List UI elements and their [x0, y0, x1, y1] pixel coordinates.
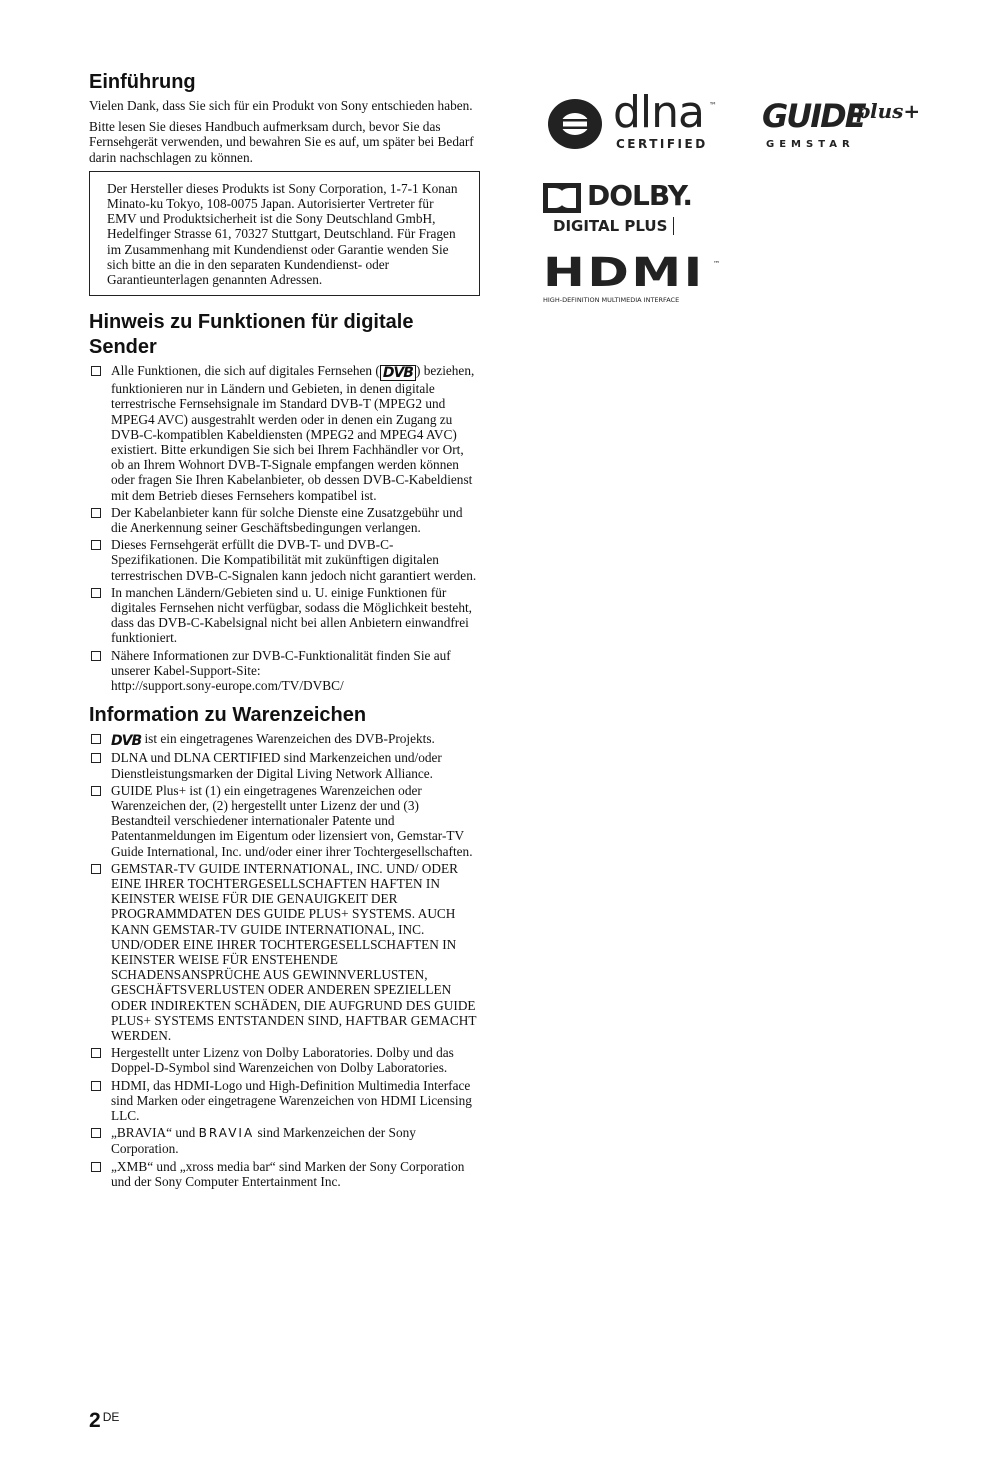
page-number: 2: [89, 1409, 101, 1432]
hdmi-logo: [543, 250, 723, 307]
list-item: Hergestellt unter Lizenz von Dolby Laboratories. Dolby und das Doppel-D-Symbol sind Warenzeichen von Dolby Laboratories.: [89, 1045, 480, 1075]
manufacturer-notice-box: Der Hersteller dieses Produkts ist Sony Corporation, 1-7-1 Konan Minato-ku Tokyo, 108-0075 Japan. Autorisierter Vertreter für EMV und Produktsicherheit ist die Sony Deutschland GmbH, Hedelfinger Strasse 61, 70327 Stuttgart, Deutschland. Für Fragen im Zusammenhang mit Kundendienst oder Garantie wenden Sie sich bitte an die in den separaten Kundendienst- oder Garantieunterlagen genannten Adressen.: [89, 171, 480, 296]
list-item-text: ) beziehen, funktionieren nur in Ländern und Gebieten, in denen digitale terrestrische Fernsehsignale im Standard DVB-T (MPEG2 und MPEG4 AVC) ausgestrahlt werden oder in denen ein Zugang zu DVB-C-kompatiblen Kabeldiensten (MPEG2 and MPEG4 AVC) existiert. Bitte erkundigen Sie sich bei Ihrem Fachhändler vor Ort, ob an Ihrem Wohnort DVB-T-Signale empfangen werden können oder fragen Sie Ihren Kabelanbieter, ob dessen DVB-C-Kabeldienst mit dem Betrieb dieses Fernsehers kompatibel ist.: [111, 363, 475, 503]
trademarks-heading: Information zu Warenzeichen: [89, 704, 367, 727]
list-item: Der Kabelanbieter kann für solche Dienste eine Zusatzgebühr und die Anerkennung seiner Geschäftsbedingungen verlangen.: [89, 505, 480, 535]
list-item-text: ist ein eingetragenes Warenzeichen des DVB-Projekts.: [141, 731, 435, 747]
intro-paragraph-1: Vielen Dank, dass Sie sich für ein Produkt von Sony entschieden haben.: [89, 98, 473, 113]
dlna-tm: ™: [709, 101, 717, 110]
list-item-text: Nähere Informationen zur DVB-C-Funktionalität finden Sie auf unserer Kabel-Support-Site:: [111, 647, 451, 678]
list-item: GUIDE Plus+ ist (1) ein eingetragenes Warenzeichen oder Warenzeichen der, (2) hergestellt unter Lizenz der und (3) Bestandteil verschiedener internationaler Patente und Patentanmeldungen im Eigentum oder lizensiert von, Gemstar-TV Guide International, Inc. und/oder einer ihrer Tochtergesellschaften.: [89, 783, 480, 859]
guide-plus-script: plus+: [856, 99, 921, 123]
dolby-logo: [543, 181, 693, 241]
dlna-logo: [541, 87, 721, 155]
list-item: „XMB“ und „xross media bar“ sind Marken der Sony Corporation und der Sony Computer Entertainment Inc.: [89, 1159, 480, 1189]
language-code: DE: [102, 1410, 120, 1424]
support-url: http://support.sony-europe.com/TV/DVBC/: [111, 678, 344, 694]
list-item: HDMI, das HDMI-Logo und High-Definition Multimedia Interface sind Marken oder eingetragene Warenzeichen von HDMI Licensing LLC.: [89, 1078, 480, 1124]
dolby-wordmark: DOLBY.: [587, 179, 692, 212]
bravia-logo-icon: BRAVIA: [198, 1126, 255, 1141]
digital-list: [89, 363, 480, 693]
intro-heading: Einführung: [89, 71, 196, 93]
dlna-wordmark: dlna: [613, 87, 705, 138]
page-footer: [89, 1409, 119, 1433]
gemstar-label: GEMSTAR: [766, 139, 855, 150]
trademarks-section: [89, 703, 480, 1189]
intro-paragraph-2: Bitte lesen Sie dieses Handbuch aufmerksam durch, bevor Sie das Fernsehgerät verwenden, und bewahren Sie es auf, um später bei Bedarf darin nachschlagen zu können.: [89, 119, 474, 165]
list-item: [89, 363, 480, 503]
guide-wordmark: GUIDE: [762, 97, 865, 135]
double-d-icon: [543, 183, 581, 213]
hdmi-tm: ™: [713, 260, 720, 268]
list-item: [89, 648, 480, 694]
intro-section: [89, 70, 480, 296]
digital-section: [89, 310, 480, 693]
list-item-text: „BRAVIA“ und: [111, 1125, 199, 1141]
list-item: In manchen Ländern/Gebieten sind u. U. einige Funktionen für digitales Fernsehen nicht verfügbar, sodass die Möglichkeit besteht, dass das DVB-C-Kabelsignal nicht bei allen Anbietern einwandfrei funktioniert.: [89, 585, 480, 646]
hdmi-wordmark: HDMI: [543, 250, 705, 296]
list-item: [89, 731, 480, 748]
dolby-digital-plus: DIGITAL PLUS: [553, 217, 674, 235]
list-item: [89, 1125, 480, 1156]
list-item: DLNA und DLNA CERTIFIED sind Markenzeichen und/oder Dienstleistungsmarken der Digital Living Network Alliance.: [89, 750, 480, 780]
dvb-logo-icon: DVB: [380, 365, 416, 381]
guide-plus-logo: [762, 97, 921, 157]
list-item: Dieses Fernsehgerät erfüllt die DVB-T- und DVB-C-Spezifikationen. Die Kompatibilität mit zukünftigen digitalen terrestrischen DVB-C-Signalen kann jedoch nicht garantiert werden.: [89, 537, 480, 583]
digital-heading: Hinweis zu Funktionen für digitale Sender: [89, 311, 414, 359]
list-item-text: sind Markenzeichen der Sony Corporation.: [111, 1125, 416, 1157]
hdmi-subtitle: HIGH-DEFINITION MULTIMEDIA INTERFACE: [543, 296, 680, 304]
dvb-logo-icon: DVB: [111, 733, 142, 750]
main-column: [89, 70, 480, 1199]
dlna-certified: CERTIFIED: [616, 137, 708, 151]
list-item-text: Alle Funktionen, die sich auf digitales Fernsehen (: [111, 363, 380, 379]
list-item: GEMSTAR-TV GUIDE INTERNATIONAL, INC. UND/ ODER EINE IHRER TOCHTERGESELLSCHAFTEN HAFTEN IN KEINSTER WEISE FÜR DIE GENAUIGKEIT DER PROGRAMMDATEN DES GUIDE PLUS+ SYSTEMS. AUCH KANN GEMSTAR-TV GUIDE INTERNATIONAL, INC. UND/ODER EINE IHRER TOCHTERGESELLSCHAFTEN IN KEINSTER WEISE FÜR ENSTEHENDE SCHADENSANSPRÜCHE AUS GEWINNVERLUSTEN, GESCHÄFTSVERLUSTEN ODER ANDEREN SPEZIELLEN ODER INDIREKTEN SCHÄDEN, DIE AUFGRUND DES GUIDE PLUS+ SYSTEMS ENTSTANDEN SIND, HAFTBAR GEMACHT WERDEN.: [89, 861, 480, 1043]
trademarks-list: [89, 731, 480, 1189]
